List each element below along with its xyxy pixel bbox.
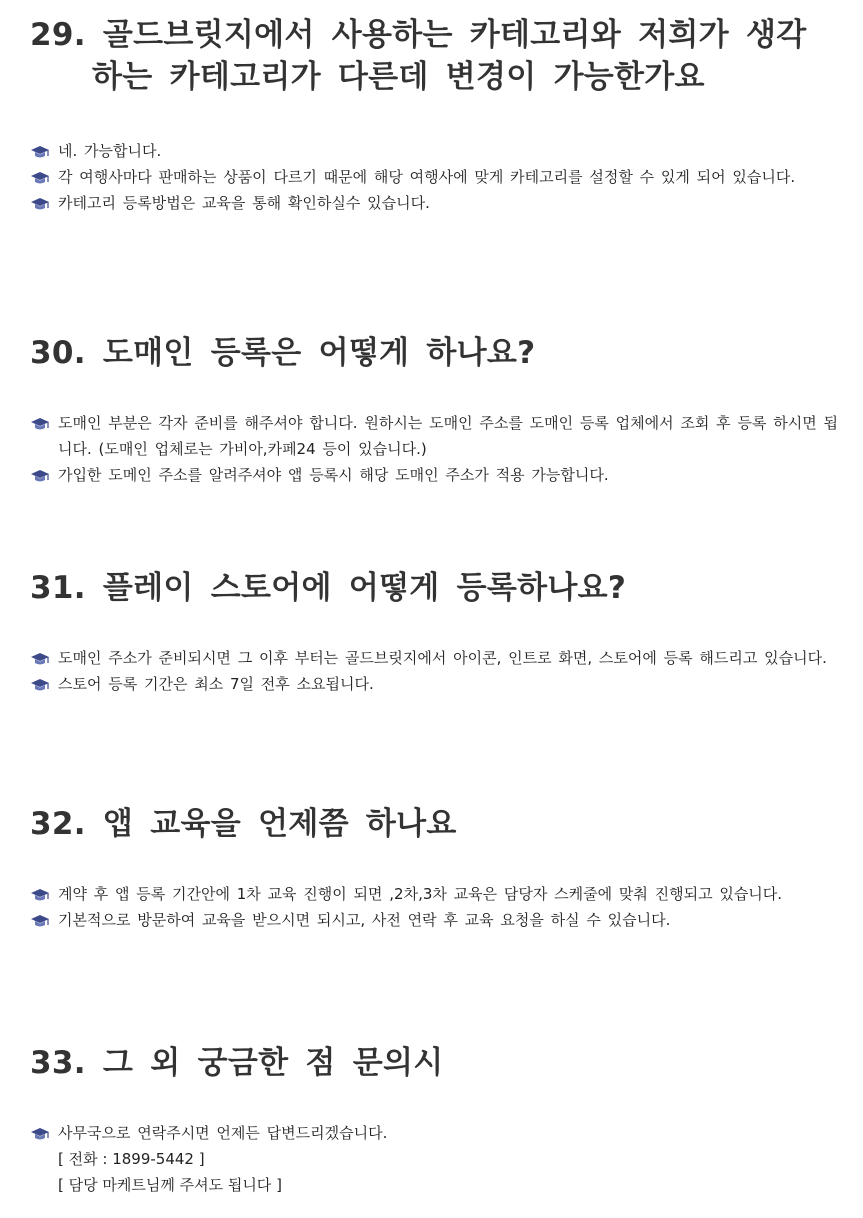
faq-answer-list [30,881,838,933]
faq-answer-list [30,1120,838,1146]
graduation-cap-icon [30,468,50,484]
faq-answer-text: 카테고리 등록방법은 교육을 통해 확인하실수 있습니다. [58,194,430,212]
faq-answer-list [30,645,838,697]
faq-answer-item [30,410,838,462]
faq-answer-list [30,410,838,488]
faq-question-line: 33. 그 외 궁금한 점 문의시 [30,1045,444,1081]
faq-answer-item [30,645,838,671]
graduation-cap-icon [30,144,50,160]
faq-section-32 [30,803,838,933]
phone-info: [ 전화 : 1899-5442 ] [58,1150,205,1168]
faq-answer-text: 각 여행사마다 판매하는 상품이 다르기 때문에 해당 여행사에 맞게 카테고리를 설정할 수 있게 되어 있습니다. [58,168,796,186]
faq-answer-text: 도매인 부분은 각자 준비를 해주셔야 합니다. 원하시는 도매인 주소를 도매인 등록 업체에서 조회 후 등록 하시면 됩니다. (도매인 업체로는 가비아,카페24 등이 있습니다.) [58,414,838,458]
graduation-cap-icon [30,677,50,693]
faq-question-line: 하는 카테고리가 다른데 변경이 가능한가요 [92,59,705,95]
graduation-cap-icon [30,196,50,212]
graduation-cap-icon [30,416,50,432]
faq-answer-list [30,138,838,216]
faq-answer-item [30,138,838,164]
faq-question-title [30,567,838,609]
faq-question-title [30,14,838,98]
faq-section-30 [30,332,838,488]
graduation-cap-icon [30,913,50,929]
faq-answer-item [30,462,838,488]
faq-answer-text: 네. 가능합니다. [58,142,162,160]
faq-answer-text: 도매인 주소가 준비되시면 그 이후 부터는 골드브릿지에서 아이콘, 인트로 화면, 스토어에 등록 해드리고 있습니다. [58,649,827,667]
faq-answer-text: 가입한 도메인 주소를 알려주셔야 앱 등록시 해당 도매인 주소가 적용 가능합니다. [58,466,609,484]
faq-answer-text: 계약 후 앱 등록 기간안에 1차 교육 진행이 되면 ,2차,3차 교육은 담당자 스케줄에 맞춰 진행되고 있습니다. [58,885,783,903]
faq-section-31 [30,567,838,697]
faq-section-29 [30,14,838,216]
faq-section-33 [30,1042,838,1198]
faq-answer-item [30,671,838,697]
faq-answer-item [30,190,838,216]
graduation-cap-icon [30,651,50,667]
graduation-cap-icon [30,1126,50,1142]
faq-question-line: 30. 도매인 등록은 어떻게 하나요? [30,335,536,371]
faq-question-line: 32. 앱 교육을 언제쯤 하나요 [30,806,457,842]
faq-question-title [30,332,838,374]
faq-answer-text: 스토어 등록 기간은 최소 7일 전후 소요됩니다. [58,675,374,693]
graduation-cap-icon [30,170,50,186]
faq-answer-text: 기본적으로 방문하여 교육을 받으시면 되시고, 사전 연락 후 교육 요청을 하실 수 있습니다. [58,911,671,929]
faq-question-title [30,1042,838,1084]
graduation-cap-icon [30,887,50,903]
faq-answer-item [30,164,838,190]
faq-question-title [30,803,838,845]
contact-note: [ 담당 마케트님께 주셔도 됩니다 ] [58,1176,282,1194]
faq-answer-item [30,907,838,933]
faq-answer-item [30,881,838,907]
faq-answer-item [30,1120,838,1146]
faq-answer-text: 사무국으로 연락주시면 언제든 답변드리겠습니다. [58,1124,388,1142]
faq-question-line: 29. 골드브릿지에서 사용하는 카테고리와 저희가 생각 [30,17,807,53]
faq-question-line: 31. 플레이 스토어에 어떻게 등록하나요? [30,570,627,606]
